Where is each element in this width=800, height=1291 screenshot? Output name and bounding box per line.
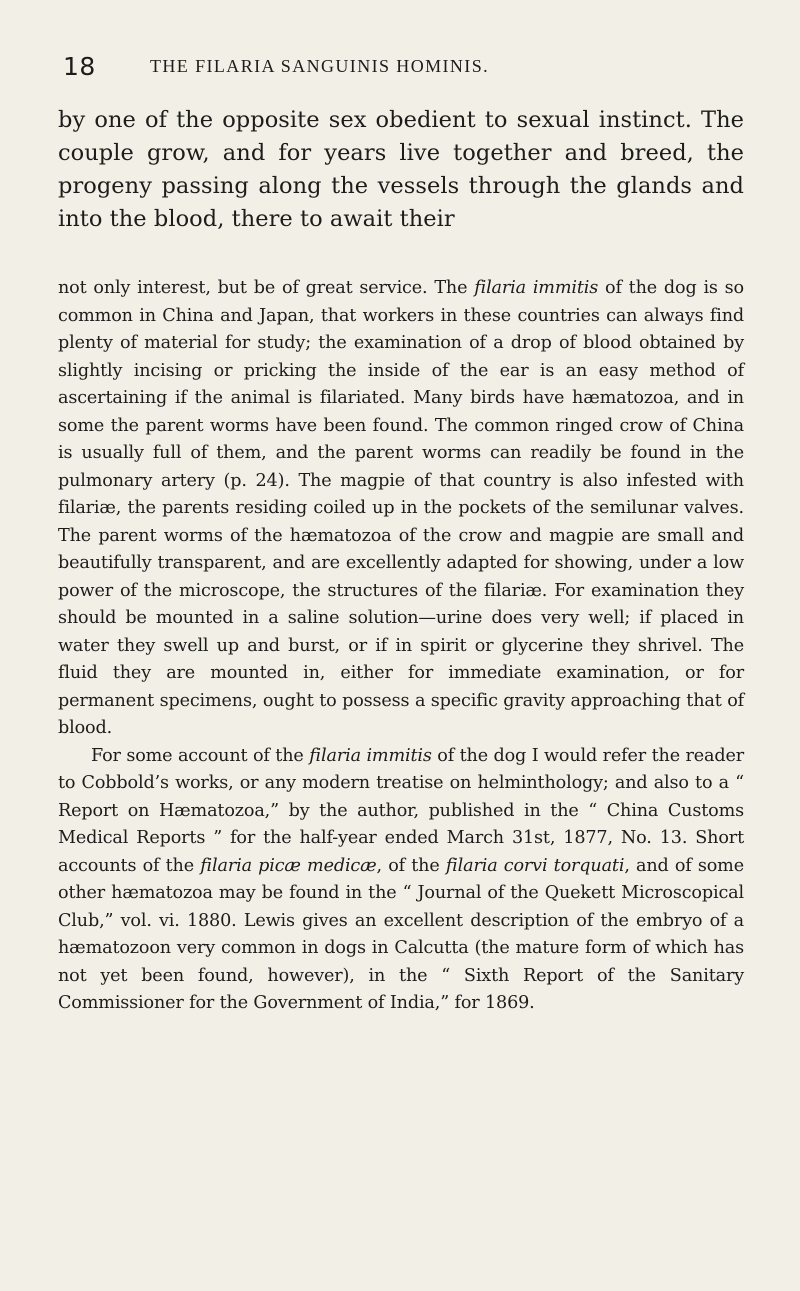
note-p2-text-a: For some account of the xyxy=(91,745,310,766)
note-p2-text-c: of the dog I would refer the reader to Cobbold’s works, or any modern treatise on helminthology; and also to a “ Report on Hæmatozoa,” by the author, published in the “ China Customs Medical Reports ” for the half-year ended March 31st, 1877, No. 13. Short accounts of the xyxy=(58,745,744,876)
main-text-continuation xyxy=(58,104,744,236)
note-paragraph-2 xyxy=(58,743,744,1018)
note-p1-species: filaria immitis xyxy=(474,278,599,298)
footnote-text xyxy=(58,275,744,1018)
note-p1-text-c: of the dog is so common in China and Japan, that workers in these countries can always find plenty of material for study; the examination of a drop of blood obtained by slightly incising or pricking the inside of the ear is an easy method of ascertaining if the animal is filariated. Many birds have hæmatozoa, and in some the parent worms have been found. The common ringed crow of China is usually full of them, and the parent worms can readily be found in the pulmonary artery (p. 24). The magpie of that country is also infested with filariæ, the parents residing coiled up in the pockets of the semilunar valves. The parent worms of the hæmatozoa of the crow and magpie are small and beautifully transparent, and are excellently adapted for showing, under a low power of the microscope, the structures of the filariæ. For examination they should be mounted in a saline solution—urine does very well; if placed in water they swell up and burst, or if in spirit or glycerine they shrivel. The fluid they are mounted in, either for immediate examination, or for permanent specimens, ought to possess a specific gravity approaching that of blood. xyxy=(58,278,744,738)
note-p2-text-e: , of the xyxy=(376,855,446,876)
running-title: THE FILARIA SANGUINIS HOMINIS. xyxy=(150,56,489,76)
note-p2-text-g: , and of some other hæmatozoa may be found in the “ Journal of the Quekett Microscopical Club,” vol. vi. 1880. Lewis gives an excellent description of the embryo of a hæmatozoon very common in dogs in Calcutta (the mature form of which has not yet been found, however), in the “ Sixth Report of the Sanitary Commissioner for the Government of India,” for 1869. xyxy=(58,855,744,1013)
continuation-paragraph: by one of the opposite sex obedient to sexual instinct. The couple grow, and for years live together and breed, the progeny passing along the vessels through the glands and into the blood, there to await their xyxy=(58,107,744,232)
note-p2-species-1: filaria immitis xyxy=(309,745,432,766)
running-head xyxy=(63,52,743,82)
note-p2-species-2: filaria picæ medicæ xyxy=(200,855,377,876)
page-number: 18 xyxy=(63,52,96,81)
note-p1-text-a: not only interest, but be of great service. The xyxy=(58,278,475,298)
note-p2-species-3: filaria corvi torquati xyxy=(445,855,625,876)
note-paragraph-1 xyxy=(58,275,744,743)
